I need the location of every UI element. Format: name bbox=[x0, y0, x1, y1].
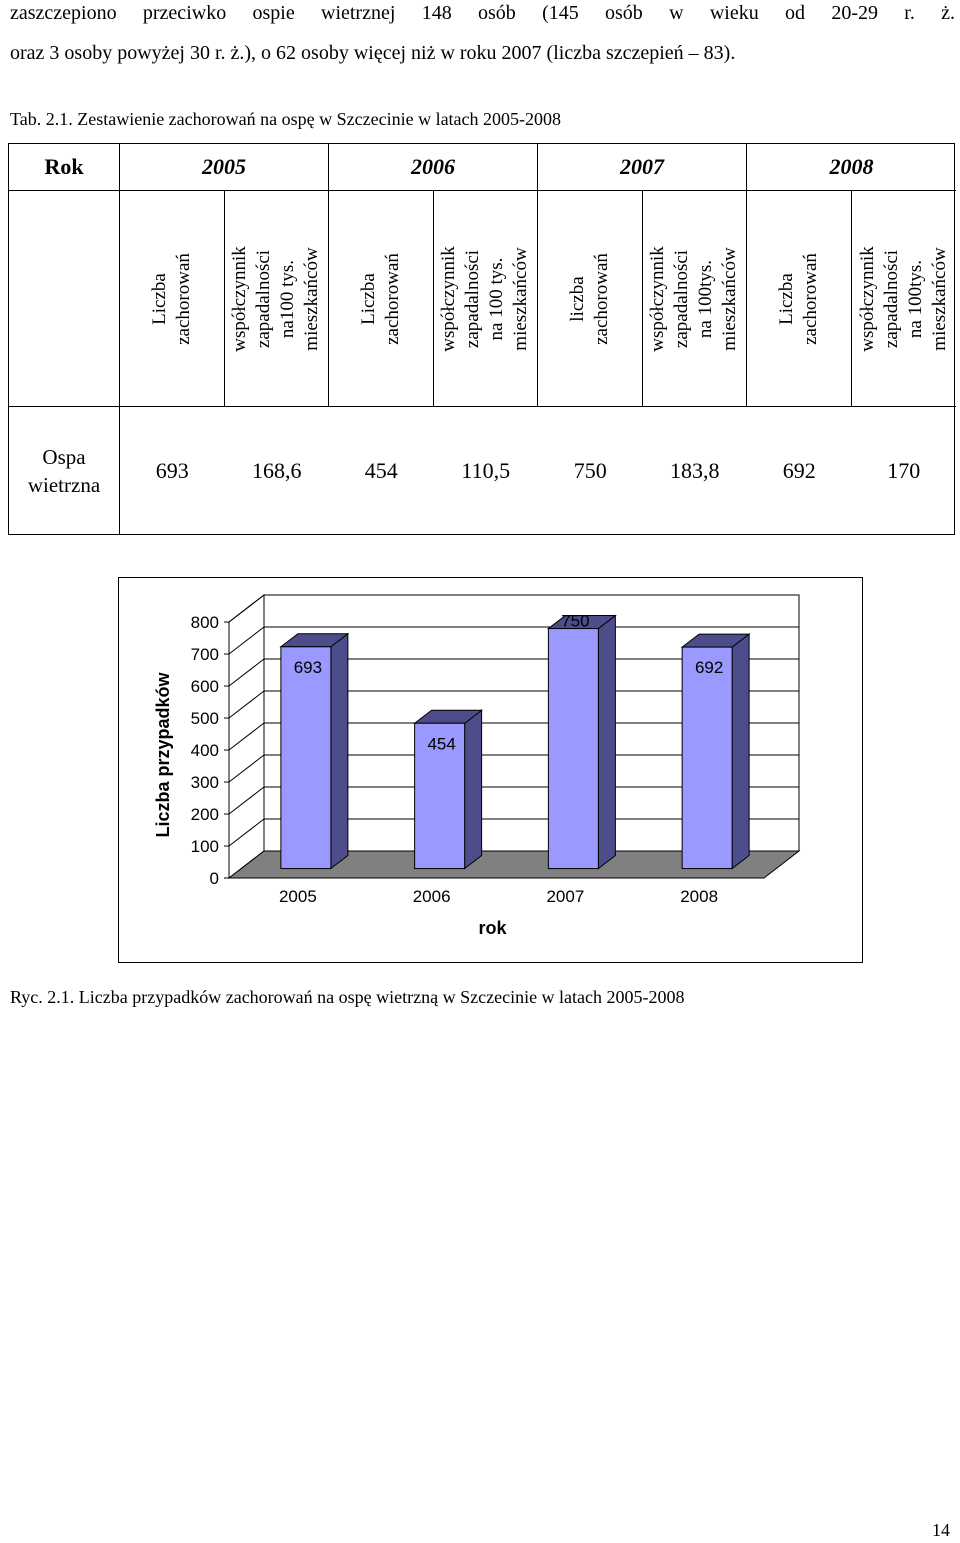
value-cell: 750 bbox=[573, 457, 607, 483]
subheader-cell bbox=[643, 191, 748, 407]
x-tick-label: 2006 bbox=[412, 887, 451, 906]
subheader-line: współczynnik bbox=[438, 245, 460, 352]
subheader-line: zapadalności bbox=[462, 249, 484, 348]
subheader-line: liczba bbox=[566, 275, 588, 322]
subheader-line: zapadalności bbox=[253, 249, 275, 348]
data-label: 454 bbox=[427, 734, 456, 754]
row-label bbox=[28, 443, 100, 499]
subheader-cell bbox=[747, 191, 852, 407]
subheader-rotated-text bbox=[775, 199, 823, 399]
data-label: 693 bbox=[293, 657, 323, 677]
subheader-line: na100 tys. bbox=[277, 259, 299, 338]
y-tick-label: 800 bbox=[190, 613, 219, 632]
y-tick-label: 200 bbox=[190, 805, 219, 824]
empty-subheader-cell bbox=[9, 191, 120, 407]
data-label: 750 bbox=[561, 611, 590, 631]
x-tick-label: 2005 bbox=[278, 887, 317, 906]
subheader-cell bbox=[852, 191, 957, 407]
figure-caption: Ryc. 2.1. Liczba przypadków zachorowań na ospę wietrzną w Szczecinie w latach 2005-2008 bbox=[10, 987, 685, 1007]
subheader-cell bbox=[434, 191, 539, 407]
y-tick-label: 400 bbox=[190, 741, 219, 760]
subheader-cell bbox=[538, 191, 643, 407]
bar-2007 bbox=[548, 629, 598, 869]
bar-chart-svg bbox=[119, 578, 864, 964]
y-axis-title: Liczba przypadków bbox=[153, 672, 173, 838]
year-header-2008 bbox=[747, 144, 956, 191]
subheader-line: Liczba bbox=[148, 272, 170, 325]
subheader-line: współczynnik bbox=[229, 245, 251, 352]
year-label: 2006 bbox=[411, 154, 455, 179]
paragraph bbox=[10, 0, 955, 66]
y-tick-label: 300 bbox=[190, 773, 219, 792]
bar-side bbox=[732, 634, 749, 868]
subheader-line: zachorowań bbox=[172, 252, 194, 345]
subheader-line: zachorowań bbox=[799, 252, 821, 345]
row-label-line: Ospa bbox=[42, 444, 86, 469]
bar-side bbox=[598, 616, 615, 869]
bar-chart bbox=[118, 577, 863, 963]
value-cell: 693 bbox=[155, 457, 189, 483]
rok-header-label: Rok bbox=[44, 154, 84, 179]
y-tick-label: 0 bbox=[209, 869, 219, 888]
subheader-rotated-text bbox=[646, 199, 742, 399]
subheader-cell bbox=[225, 191, 330, 407]
subheader-line: zachorowań bbox=[590, 252, 612, 345]
x-tick-label: 2007 bbox=[546, 887, 585, 906]
subheader-rotated-text bbox=[566, 199, 614, 399]
value-cell: 170 bbox=[887, 457, 921, 483]
subheader-cell bbox=[120, 191, 225, 407]
subheader-line: zachorowań bbox=[381, 252, 403, 345]
value-cell: 168,6 bbox=[252, 457, 302, 483]
subheader-line: zapadalności bbox=[671, 249, 693, 348]
y-tick-label: 100 bbox=[190, 837, 219, 856]
rok-header-cell bbox=[9, 144, 120, 191]
subheader-line: mieszkańców bbox=[928, 246, 950, 351]
incidence-table bbox=[8, 143, 955, 535]
subheader-line: mieszkańców bbox=[301, 246, 323, 351]
y-tick-label: 600 bbox=[190, 677, 219, 696]
row-label-line: wietrzna bbox=[27, 472, 101, 497]
data-label: 692 bbox=[694, 658, 724, 678]
bar-2005 bbox=[281, 647, 331, 869]
x-tick-label: 2008 bbox=[680, 887, 719, 906]
subheader-line: Liczba bbox=[357, 272, 379, 325]
subheader-rotated-text bbox=[148, 199, 196, 399]
paragraph-line-1: zaszczepiono przeciwko ospie wietrznej 148 osób (145 osób w wieku od 20-29 r. ż. bbox=[10, 2, 955, 24]
year-header-2007 bbox=[538, 144, 747, 191]
subheader-line: zapadalności bbox=[880, 249, 902, 348]
y-tick-label: 700 bbox=[190, 645, 219, 664]
bar-side bbox=[331, 634, 348, 869]
subheader-line: mieszkańców bbox=[510, 246, 532, 351]
bar-2008 bbox=[682, 647, 732, 868]
table-caption: Tab. 2.1. Zestawienie zachorowań na ospę w Szczecinie w latach 2005-2008 bbox=[10, 109, 562, 129]
year-header-2006 bbox=[329, 144, 538, 191]
value-cell: 692 bbox=[782, 457, 816, 483]
x-axis-title: rok bbox=[478, 918, 507, 938]
subheader-rotated-text bbox=[228, 199, 324, 399]
subheader-line: na 100tys. bbox=[904, 259, 926, 338]
year-label: 2008 bbox=[829, 154, 874, 179]
values-row bbox=[120, 407, 954, 534]
bar-side bbox=[465, 710, 482, 868]
value-cell: 454 bbox=[364, 457, 398, 483]
page-number: 14 bbox=[932, 1520, 950, 1540]
subheader-line: mieszkańców bbox=[719, 246, 741, 351]
subheader-rotated-text bbox=[357, 199, 405, 399]
subheader-line: współczynnik bbox=[856, 245, 878, 352]
paragraph-line-2: oraz 3 osoby powyżej 30 r. ż.), o 62 osoby więcej niż w roku 2007 (liczba szczepień – 83). bbox=[10, 42, 736, 64]
subheader-cell bbox=[329, 191, 434, 407]
value-cell: 110,5 bbox=[461, 457, 511, 483]
y-tick-label: 500 bbox=[190, 709, 219, 728]
subheader-rotated-text bbox=[437, 199, 533, 399]
subheader-line: współczynnik bbox=[647, 245, 669, 352]
year-header-2005 bbox=[120, 144, 329, 191]
subheader-rotated-text bbox=[856, 199, 952, 399]
row-label-cell bbox=[9, 407, 120, 534]
subheader-line: na 100tys. bbox=[695, 259, 717, 338]
year-label: 2007 bbox=[620, 154, 664, 179]
subheader-line: Liczba bbox=[775, 272, 797, 325]
year-label: 2005 bbox=[202, 154, 246, 179]
subheader-line: na 100 tys. bbox=[486, 257, 508, 340]
value-cell: 183,8 bbox=[670, 457, 720, 483]
